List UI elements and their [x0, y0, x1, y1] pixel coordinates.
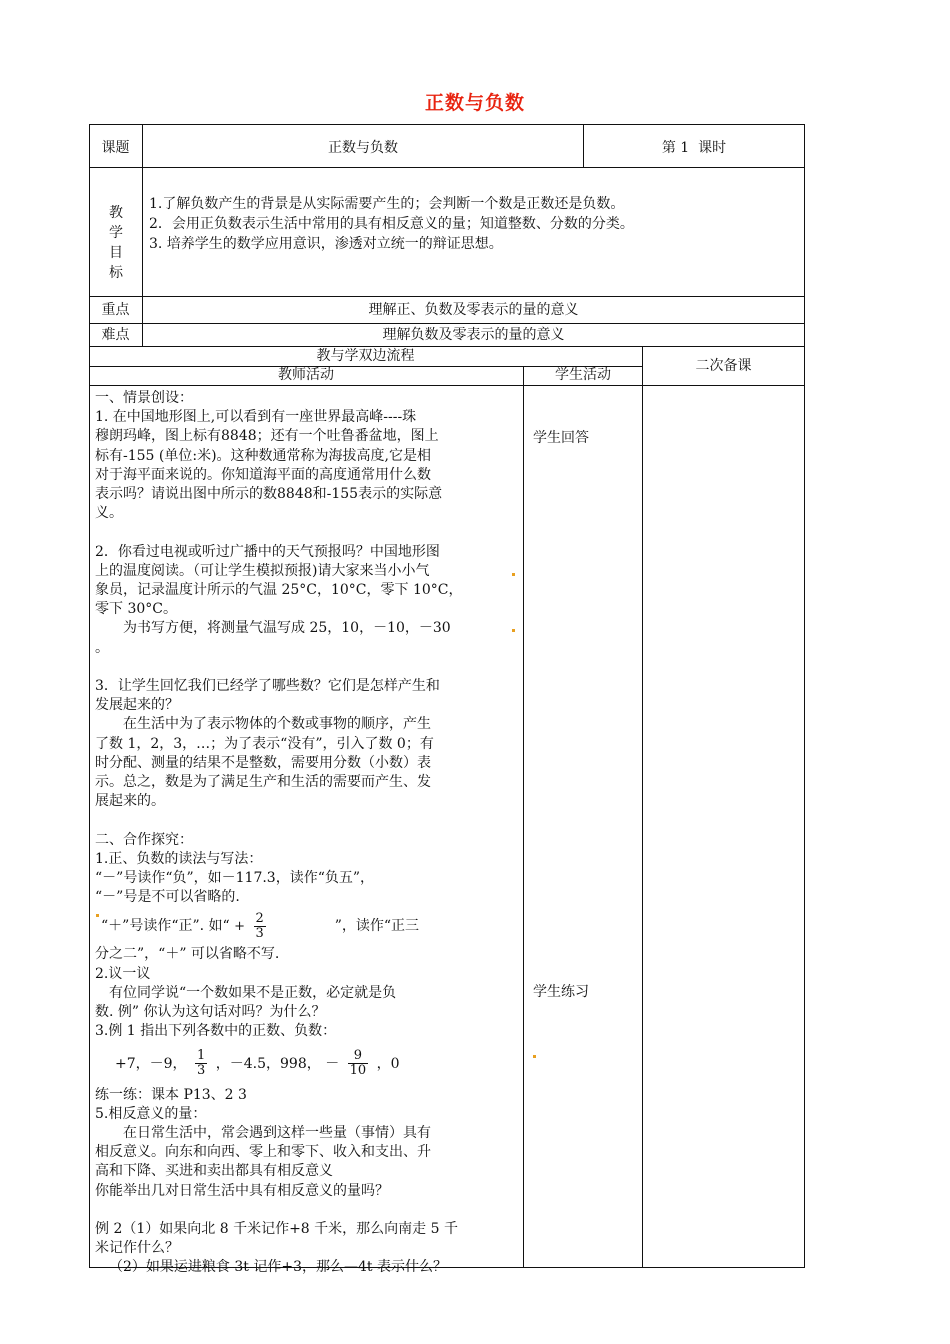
text-line: 2.议一议 [95, 965, 151, 982]
text-line: 在日常生活中，常会遇到这样一些量（事情）具有 [123, 1124, 431, 1141]
difficult-label: 难点 [101, 327, 130, 343]
denominator: 10 [349, 1063, 367, 1078]
text-segment: +7，－9， [115, 1055, 187, 1072]
goals-label: 教学目标 [109, 205, 123, 281]
text-line: 3．让学生回忆我们已经学了哪些数？它们是怎样产生和 [95, 678, 440, 695]
teacher-activity [95, 389, 462, 1278]
key-label: 重点 [101, 302, 130, 318]
text-line: 练一练：课本 P13、2 3 [95, 1086, 247, 1103]
text-line: 展起来的。 [95, 793, 165, 810]
text-line: 相反意义。向东和向西、零上和零下、收入和支出、升 [95, 1144, 431, 1161]
text-line [95, 907, 462, 945]
topic-label: 课题 [101, 140, 130, 156]
text-line: 穆朗玛峰，图上标有8848；还有一个吐鲁番盆地，图上 [95, 428, 439, 445]
text-line: “－”号读作“负”，如－117.3，读作“负五”， [95, 870, 375, 887]
text-line: 时分配、测量的结果不是整数，需要用分数（小数）表 [95, 754, 431, 771]
section-heading: 一、情景创设： [95, 390, 193, 406]
text-line: 对于海平面来说的。你知道海平面的高度通常用什么数 [95, 466, 431, 483]
goals-list [149, 194, 634, 254]
orange-mark [512, 573, 515, 576]
goal-item: 3. 培养学生的数学应用意识，渗透对立统一的辩证思想。 [149, 236, 503, 252]
text-line: 象员，记录温度计所示的气温 25°C，10°C，零下 10°C， [95, 582, 463, 599]
text-line: 义。 [95, 505, 123, 522]
text-line: 数. 例” 你认为这句话对吗？为什么？ [95, 1004, 326, 1021]
text-line: 标有-155 (单位:米)。这种数通常称为海拔高度,它是相 [95, 447, 431, 464]
text-line: 了数 1，2，3，…；为了表示“没有”，引入了数 0；有 [95, 735, 434, 752]
student-heading: 学生活动 [555, 367, 611, 383]
text-segment: “＋”号读作“正”. 如“ [101, 918, 230, 935]
text-line: 1.正、负数的读法与写法： [95, 850, 263, 867]
text-line [95, 1042, 462, 1086]
text-segment: ”，读作“正三 [334, 918, 420, 935]
text-line: 3.例 1 指出下列各数中的正数、负数： [95, 1023, 337, 1040]
teacher-heading: 教师活动 [278, 367, 334, 383]
fraction-nine-tenths [348, 1049, 369, 1078]
text-line: 示。总之，数是为了满足生产和生活的需要而产生、发 [95, 774, 431, 791]
secondary-heading: 二次备课 [695, 358, 752, 374]
text-line: 例 2（1）如果向北 8 千米记作+8 千米，那么向南走 5 千 [95, 1220, 458, 1237]
lesson-period: 第 1 课时 [661, 140, 727, 156]
text-line: 高和下降、买进和卖出都具有相反意义 [95, 1163, 333, 1180]
text-line: 分之二”，“＋” 可以省略不写. [95, 946, 280, 963]
student-practice: 学生练习 [533, 984, 589, 1000]
text-line: （2）如果运进粮食 3t 记作+3，那么—4t 表示什么？ [109, 1259, 447, 1276]
text-line: 1. 在中国地形图上,可以看到有一座世界最高峰----珠 [95, 409, 417, 426]
text-line: “－”号是不可以省略的. [95, 889, 240, 906]
minus-sign: － [325, 1055, 340, 1072]
orange-mark [512, 629, 515, 632]
numerator: 2 [255, 910, 264, 926]
fraction-two-thirds [254, 912, 266, 941]
goal-item: 1.了解负数产生的背景是从实际需要产生的；会判断一个数是正数还是负数。 [149, 196, 625, 212]
key-value: 理解正、负数及零表示的量的意义 [368, 302, 579, 318]
denominator: 3 [197, 1063, 206, 1078]
text-line: 上的温度阅读。（可让学生模拟预报)请大家来当小小气 [95, 562, 430, 579]
difficult-value: 理解负数及零表示的量的意义 [382, 327, 565, 343]
goal-item: 2．会用正负数表示生活中常用的具有相反意义的量；知道整数、分数的分类。 [149, 216, 634, 232]
text-line: 2．你看过电视或听过广播中的天气预报吗？中国地形图 [95, 543, 440, 560]
section-heading: 二、合作探究： [95, 831, 193, 848]
topic-value: 正数与负数 [328, 140, 398, 156]
text-line: 5.相反意义的量： [95, 1105, 207, 1122]
text-line: 为书写方便，将测量气温写成 25，10，－10，－30 [123, 620, 451, 637]
text-line: 发展起来的？ [95, 697, 179, 714]
fraction-one-third [195, 1049, 207, 1078]
text-line: 有位同学说“一个数如果不是正数，必定就是负 [109, 984, 397, 1001]
numerator: 1 [197, 1048, 206, 1063]
text-line: 零下 30°C。 [95, 601, 177, 618]
text-line: 在生活中为了表示物体的个数或事物的顺序，产生 [123, 716, 431, 733]
numerator: 9 [348, 1049, 369, 1064]
text-line: 米记作什么？ [95, 1240, 179, 1257]
page-title: 正数与负数 [424, 92, 525, 114]
process-heading: 教与学双边流程 [316, 348, 415, 364]
text-line: 你能举出几对日常生活中具有相反意义的量吗？ [95, 1182, 389, 1199]
student-answer: 学生回答 [533, 430, 589, 446]
text-line: 。 [95, 639, 109, 656]
text-segment: ，－4.5，998， [215, 1055, 321, 1072]
plus-sign: + [234, 919, 246, 935]
text-line: 表示吗？请说出图中所示的数8848和-155表示的实际意 [95, 486, 443, 503]
denominator: 3 [255, 925, 264, 941]
text-segment: ，0 [376, 1055, 400, 1072]
orange-mark [533, 1055, 536, 1058]
orange-mark [96, 914, 99, 917]
